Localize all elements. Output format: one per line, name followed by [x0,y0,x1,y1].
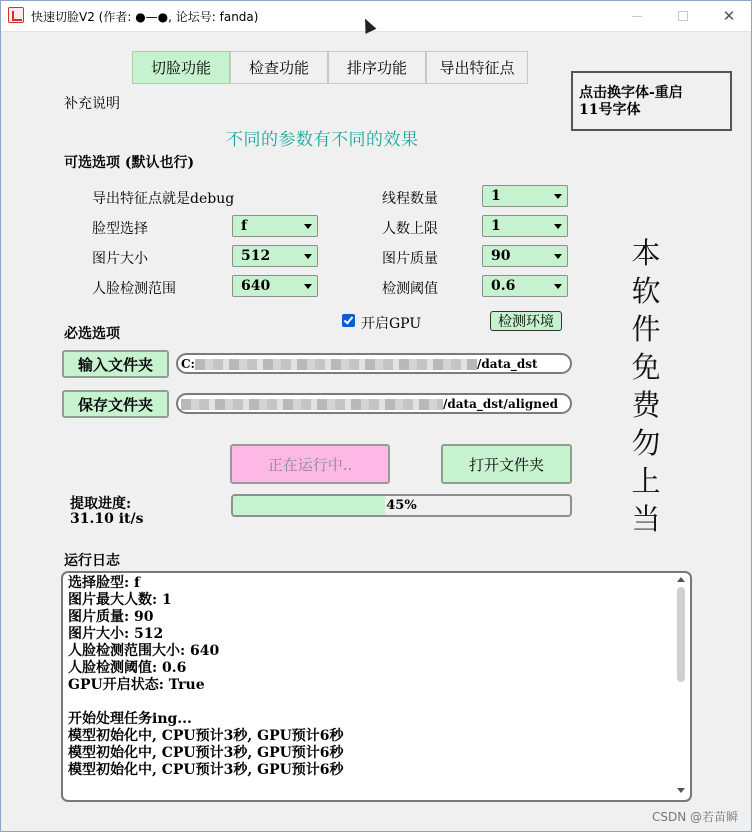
tab-face-cut[interactable]: 切脸功能 [132,51,230,84]
save-path-field[interactable] [176,393,572,414]
threshold-select[interactable] [482,275,568,297]
open-folder-button[interactable]: 打开文件夹 [441,444,572,484]
scroll-thumb[interactable] [677,587,685,682]
max-faces-value: 1 [491,218,501,234]
image-size-label: 图片大小 [92,251,148,267]
window-title: 快速切脸V2 (作者: ●—●, 论坛号: fanda) [31,10,259,24]
running-button[interactable]: 正在运行中.. [230,444,390,484]
chevron-down-icon [301,249,314,263]
maximize-button[interactable] [660,0,706,32]
face-type-value: f [241,218,248,234]
font-switch-note[interactable] [571,71,732,131]
detect-range-select[interactable] [232,275,318,297]
max-faces-select[interactable] [482,215,568,237]
free-software-notice [629,234,663,538]
log-line [68,694,344,711]
quality-value: 90 [491,248,511,264]
vertical-note-char: 勿 [631,426,661,460]
vertical-note-char: 当 [631,502,661,536]
app-icon [8,7,24,23]
log-line: 模型初始化中, CPU预计3秒, GPU预计6秒 [68,762,344,778]
close-button[interactable]: ✕ [722,7,736,25]
log-line: 图片质量: 90 [68,609,154,625]
quality-label: 图片质量 [382,251,438,267]
save-folder-button[interactable]: 保存文件夹 [62,390,169,418]
maximize-icon [678,11,688,21]
input-folder-button[interactable]: 输入文件夹 [62,350,169,378]
export-note: 导出特征点就是debug [92,191,235,207]
input-path-prefix: C: [181,357,195,371]
log-line: 人脸检测阈值: 0.6 [68,660,187,676]
subtitle: 不同的参数有不同的效果 [226,130,419,150]
tab-sort[interactable]: 排序功能 [328,51,426,84]
redacted-path [181,399,443,410]
face-type-select[interactable] [232,215,318,237]
log-line: 模型初始化中, CPU预计3秒, GPU预计6秒 [68,745,344,761]
log-lines [68,575,344,779]
gpu-checkbox[interactable] [342,314,355,327]
log-line: 模型初始化中, CPU预计3秒, GPU预计6秒 [68,728,344,744]
input-path-field[interactable] [176,353,572,374]
vertical-note-char: 软 [631,274,661,308]
log-line: 图片最大人数: 1 [68,592,172,608]
image-size-select[interactable] [232,245,318,267]
log-line: 开始处理任务ing... [68,711,192,727]
log-line: 选择脸型: f [68,575,141,591]
image-size-value: 512 [241,248,271,264]
chevron-down-icon [551,219,564,233]
required-heading: 必选选项 [64,326,120,342]
progress-bar [231,494,572,517]
chevron-down-icon [551,189,564,203]
supplement-label: 补充说明 [64,96,120,112]
vertical-note-char: 免 [631,350,661,384]
threshold-label: 检测阈值 [382,281,438,297]
vertical-note-char: 上 [631,464,661,498]
threads-select[interactable] [482,185,568,207]
threads-value: 1 [491,188,501,204]
progress-label: 提取进度: [70,496,132,512]
optional-heading: 可选选项 (默认也行) [64,155,195,171]
max-faces-label: 人数上限 [382,221,438,237]
chevron-down-icon [551,279,564,293]
chevron-down-icon [301,279,314,293]
detect-range-value: 640 [241,278,271,294]
progress-speed: 31.10 it/s [70,511,144,527]
log-line: GPU开启状态: True [68,677,205,693]
threshold-value: 0.6 [491,278,516,294]
minimize-button[interactable] [614,0,660,32]
chevron-down-icon [301,219,314,233]
threads-label: 线程数量 [382,191,438,207]
scroll-up-arrow-icon[interactable] [677,577,685,582]
progress-text: 45% [386,498,417,513]
tab-check[interactable]: 检查功能 [230,51,328,84]
detect-range-label: 人脸检测范围 [92,281,176,297]
redacted-path [195,359,477,370]
minimize-icon [632,16,642,17]
vertical-note-char: 件 [631,312,661,346]
log-heading: 运行日志 [64,553,120,569]
font-note-line1: 点击换字体-重启 [579,85,683,101]
log-textarea[interactable] [61,571,692,802]
face-type-label: 脸型选择 [92,221,148,237]
log-line: 图片大小: 512 [68,626,164,642]
tab-export-landmarks[interactable]: 导出特征点 [426,51,528,84]
log-line: 人脸检测范围大小: 640 [68,643,220,659]
gpu-label: 开启GPU [361,316,422,332]
save-path-suffix: /data_dst/aligned [443,397,558,411]
watermark: CSDN @若苗瞬 [651,810,738,824]
scroll-down-arrow-icon[interactable] [677,788,685,793]
font-note-line2: 11号字体 [579,102,641,118]
log-scrollbar[interactable] [675,575,688,798]
vertical-note-char: 本 [631,236,661,270]
vertical-note-char: 费 [631,388,661,422]
chevron-down-icon [551,249,564,263]
check-env-button[interactable]: 检测环境 [490,311,562,331]
input-path-suffix: /data_dst [476,357,538,371]
quality-select[interactable] [482,245,568,267]
